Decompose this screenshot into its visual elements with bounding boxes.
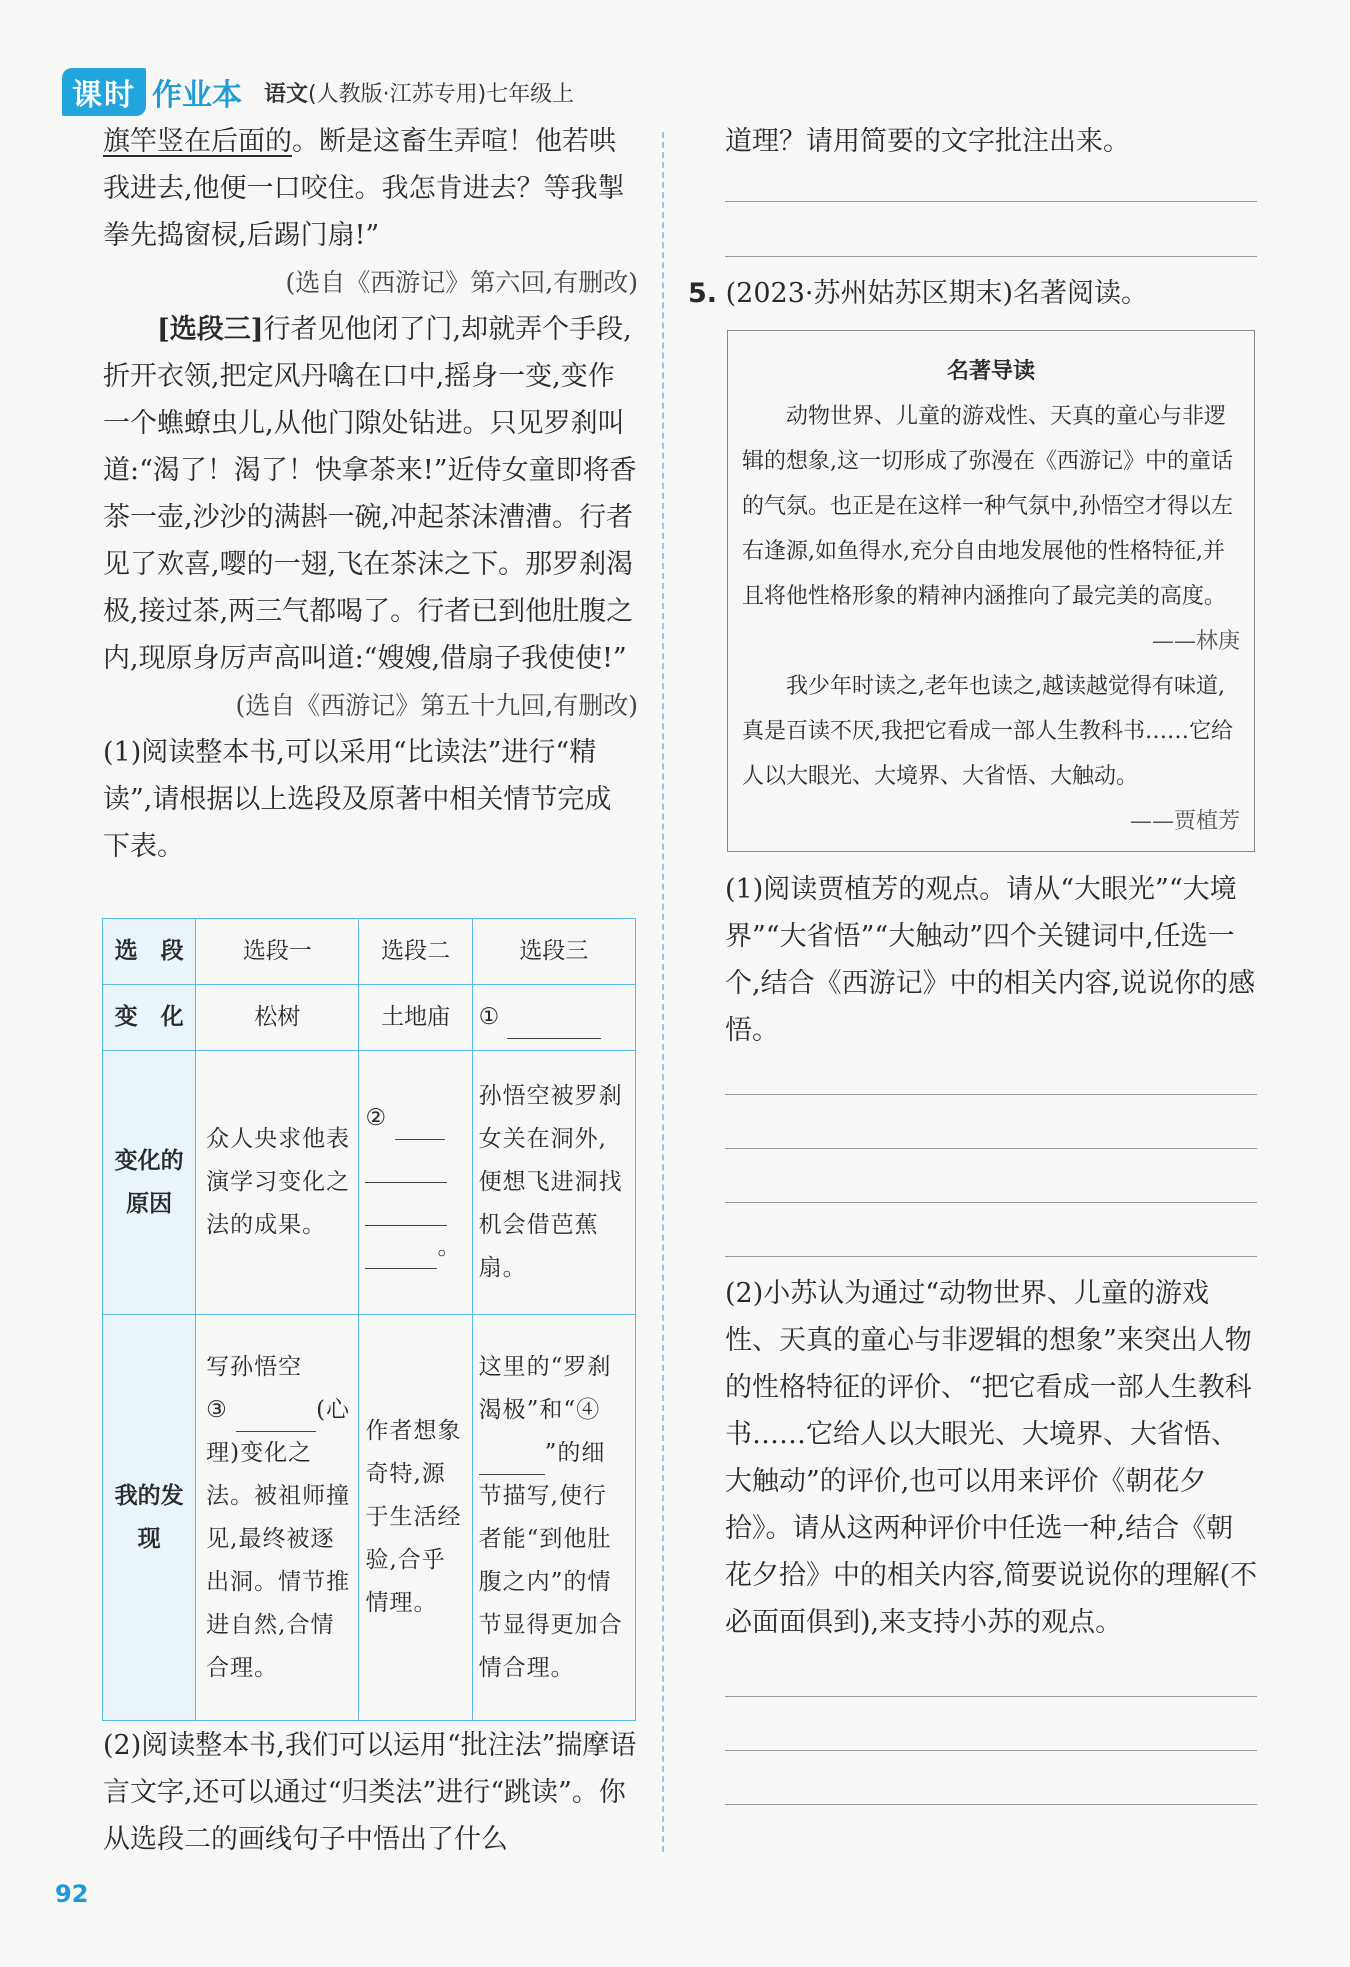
reading-guide-box	[727, 330, 1255, 852]
guide-signature-2: ——贾植芳	[1129, 809, 1240, 834]
question-5-2	[725, 1270, 1260, 1646]
table-cell: 松树	[196, 985, 359, 1051]
guide-paragraph-2: 我少年时读之,老年也读之,越读越觉得有味道,真是百读不厌,我把它看成一部人生教科书……它给人以大眼光、大境界、大省悟、大触动。	[742, 674, 1233, 789]
table-header-row	[103, 919, 636, 985]
answer-line[interactable]	[725, 1804, 1257, 1805]
left-column	[103, 118, 638, 870]
source-two: (选自《西游记》第六回,有删改)	[285, 268, 638, 297]
answer-blank[interactable]	[507, 1010, 601, 1039]
book-logo: 课时	[62, 68, 146, 116]
answer-blank[interactable]	[365, 1154, 447, 1183]
answer-blank[interactable]	[479, 1446, 545, 1475]
answer-line[interactable]	[725, 1696, 1257, 1697]
answer-line[interactable]	[725, 1202, 1257, 1203]
table-row-change	[103, 985, 636, 1051]
answer-blank[interactable]	[365, 1197, 447, 1226]
source-three: (选自《西游记》第五十九回,有删改)	[235, 691, 638, 720]
finding-1-text: (心理)变化之法。被祖师撞见,最终被逐出洞。情节推进自然,合情合理。	[206, 1396, 351, 1681]
table-row-findings	[103, 1315, 636, 1721]
question-5-header	[688, 270, 1148, 317]
table-head-cell: 选段三	[472, 919, 635, 985]
question-2	[103, 1722, 638, 1863]
blank-number: ②	[365, 1104, 388, 1131]
blank-number: ①	[478, 1004, 500, 1030]
book-info	[264, 77, 574, 108]
passage-three-tag: [选段三]	[157, 314, 264, 345]
answer-blank[interactable]	[395, 1111, 445, 1140]
guide-paragraph-1: 动物世界、儿童的游戏性、天真的童心与非逻辑的想象,这一切形成了弥漫在《西游记》中的童话的气氛。也正是在这样一种气氛中,孙悟空才得以左右逢源,如鱼得水,充分自由地发展他的性格特征,并且将他性格形象的精神内涵推向了最完美的高度。	[742, 404, 1233, 609]
blank-number: ③	[206, 1396, 228, 1423]
column-divider	[662, 132, 664, 1852]
row-label-change: 变 化	[103, 985, 196, 1051]
answer-line[interactable]	[725, 1094, 1257, 1095]
passage-two-text: 。断是这畜生弄喧！他若哄我进去,他便一口咬住。我怎肯进去？等我掣拳先捣窗棂,后踢门扇!”	[103, 126, 625, 251]
edition-label: (人教版·江苏专用)七年级上	[308, 81, 575, 107]
table-cell: 土地庙	[359, 985, 472, 1051]
finding-3-lead: 这里的“罗刹渴极”和“④	[478, 1353, 612, 1423]
page-number: 92	[55, 1880, 89, 1908]
question-5-title: (2023·苏州姑苏区期末)名著阅读。	[725, 278, 1149, 309]
finding-3-text: ”的细节描写,使行者能“到他肚腹之内”的情节显得更加合情合理。	[478, 1439, 623, 1681]
table-col-label: 选 段	[103, 919, 196, 985]
book-logo-sub: 作业本	[152, 78, 242, 113]
answer-line[interactable]	[725, 201, 1257, 202]
page-header	[62, 70, 574, 114]
blank-cell-1[interactable]	[472, 985, 635, 1051]
finding-3[interactable]	[472, 1315, 635, 1721]
question-5-1	[725, 866, 1260, 1054]
question-1: (1)阅读整本书,可以采用“比读法”进行“精读”,请根据以上选段及原著中相关情节完成下表。	[103, 737, 612, 862]
subject-label: 语文	[264, 81, 309, 107]
answer-line[interactable]	[725, 1148, 1257, 1149]
end-mark: 。	[437, 1233, 462, 1260]
question-2-continued: 道理？请用简要的文字批注出来。	[725, 126, 1130, 157]
row-label-findings: 我的发现	[103, 1315, 196, 1721]
right-column-top	[725, 118, 1260, 165]
table-head-cell: 选段一	[196, 919, 359, 985]
finding-1[interactable]	[196, 1315, 359, 1721]
table-head-cell: 选段二	[359, 919, 472, 985]
guide-signature-1: ——林庚	[1151, 629, 1240, 654]
underlined-sentence: 旗竿竖在后面的	[103, 126, 292, 157]
finding-2: 作者想象奇特,源于生活经验,合乎情理。	[359, 1315, 472, 1721]
row-label-reason: 变化的原因	[103, 1051, 196, 1315]
answer-blank[interactable]	[236, 1403, 316, 1432]
table-row-reason	[103, 1051, 636, 1315]
passage-two-end	[103, 118, 638, 259]
question-2-text: (2)阅读整本书,我们可以运用“批注法”揣摩语言文字,还可以通过“归类法”进行“跳读”。你从选段二的画线句子中悟出了什么	[103, 1730, 637, 1855]
answer-line[interactable]	[725, 1256, 1257, 1257]
blank-cell-2[interactable]	[359, 1051, 472, 1315]
comparison-table	[102, 918, 636, 1721]
table-cell: 孙悟空被罗刹女关在洞外,便想飞进洞找机会借芭蕉扇。	[472, 1051, 635, 1315]
table-cell: 众人央求他表演学习变化之法的成果。	[196, 1051, 359, 1315]
passage-three-text: 行者见他闭了门,却就弄个手段,折开衣领,把定风丹噙在口中,摇身一变,变作一个蟭蟟虫儿,从他门隙处钻进。只见罗刹叫道:“渴了！渴了！快拿茶来!”近侍女童即将香茶一壶,沙沙的满斟一碗,冲起茶沫漕漕。行者见了欢喜,嘤的一翅,飞在茶沫之下。那罗刹渴极,接过茶,两三气都喝了。行者已到他肚腹之内,现原身厉声高叫道:“嫂嫂,借扇子我使使!”	[103, 314, 637, 674]
passage-three	[103, 306, 638, 682]
question-5-number: 5.	[688, 278, 718, 309]
finding-1-lead: 写孙悟空	[206, 1353, 303, 1380]
reading-guide-title: 名著导读	[946, 359, 1035, 384]
question-5-2-text: (2)小苏认为通过“动物世界、儿童的游戏性、天真的童心与非逻辑的想象”来突出人物的性格特征的评价、“把它看成一部人生教科书……它给人以大眼光、大境界、大省悟、大触动”的评价,也可以用来评价《朝花夕拾》。请从这两种评价中任选一种,结合《朝花夕拾》中的相关内容,简要说说你的理解(不必面面俱到),来支持小苏的观点。	[725, 1278, 1258, 1638]
answer-line[interactable]	[725, 256, 1257, 257]
answer-line[interactable]	[725, 1750, 1257, 1751]
question-5-1-text: (1)阅读贾植芳的观点。请从“大眼光”“大境界”“大省悟”“大触动”四个关键词中,任选一个,结合《西游记》中的相关内容,说说你的感悟。	[725, 874, 1256, 1046]
answer-blank[interactable]	[365, 1240, 437, 1269]
